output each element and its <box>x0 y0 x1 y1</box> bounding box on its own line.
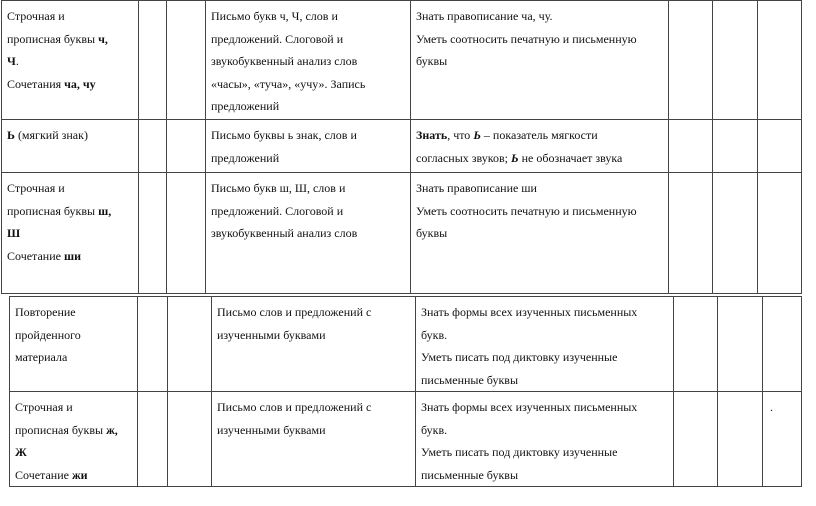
empty-cell <box>167 173 206 294</box>
table-row <box>2 1 802 120</box>
content-cell: Письмо слов и предложений с изученными буквами <box>212 392 416 487</box>
table-row <box>10 297 802 392</box>
topic-cell: Строчная и прописная буквы ч, Ч. Сочетания ча, чу <box>2 1 139 120</box>
topic-cell: Строчная и прописная буквы ш, Ш Сочетание ши <box>2 173 139 294</box>
skills-cell: Знать правописание ча, чу. Уметь соотносить печатную и письменную буквы <box>411 1 669 120</box>
empty-cell <box>139 120 167 173</box>
empty-cell <box>669 1 713 120</box>
empty-cell <box>758 120 802 173</box>
table-row <box>2 173 802 294</box>
empty-cell <box>168 297 212 392</box>
note-cell <box>763 297 802 392</box>
lesson-plan-table-2 <box>9 296 802 487</box>
skills-cell: Знать, что Ь – показатель мягкости согласных звуков; Ь не обозначает звука <box>411 120 669 173</box>
empty-cell <box>713 173 758 294</box>
content-cell: Письмо букв ш, Ш, слов и предложений. Слоговой и звукобуквенный анализ слов <box>206 173 411 294</box>
empty-cell <box>713 120 758 173</box>
table-row <box>10 392 802 487</box>
empty-cell <box>669 173 713 294</box>
empty-cell <box>167 120 206 173</box>
empty-cell <box>669 120 713 173</box>
skills-cell: Знать формы всех изученных письменных букв. Уметь писать под диктовку изученные письменные буквы <box>416 297 674 392</box>
topic-cell: Ь (мягкий знак) <box>2 120 139 173</box>
empty-cell <box>758 173 802 294</box>
empty-cell <box>674 392 718 487</box>
content-cell: Письмо слов и предложений с изученными буквами <box>212 297 416 392</box>
topic-cell: Строчная и прописная буквы ж, Ж Сочетание жи <box>10 392 138 487</box>
topic-cell: Повторение пройденного материала <box>10 297 138 392</box>
empty-cell <box>674 297 718 392</box>
note-cell: . <box>763 392 802 487</box>
empty-cell <box>139 173 167 294</box>
skills-cell: Знать формы всех изученных письменных букв. Уметь писать под диктовку изученные письменные буквы <box>416 392 674 487</box>
empty-cell <box>138 392 168 487</box>
lesson-plan-table-1 <box>1 0 802 294</box>
skills-cell: Знать правописание ши Уметь соотносить печатную и письменную буквы <box>411 173 669 294</box>
content-cell: Письмо буквы ь знак, слов и предложений <box>206 120 411 173</box>
empty-cell <box>713 1 758 120</box>
empty-cell <box>167 1 206 120</box>
empty-cell <box>718 297 763 392</box>
content-cell: Письмо букв ч, Ч, слов и предложений. Слоговой и звукобуквенный анализ слов «часы», «туча», «учу». Запись предложений <box>206 1 411 120</box>
empty-cell <box>718 392 763 487</box>
empty-cell <box>168 392 212 487</box>
empty-cell <box>138 297 168 392</box>
table-row <box>2 120 802 173</box>
empty-cell <box>758 1 802 120</box>
empty-cell <box>139 1 167 120</box>
